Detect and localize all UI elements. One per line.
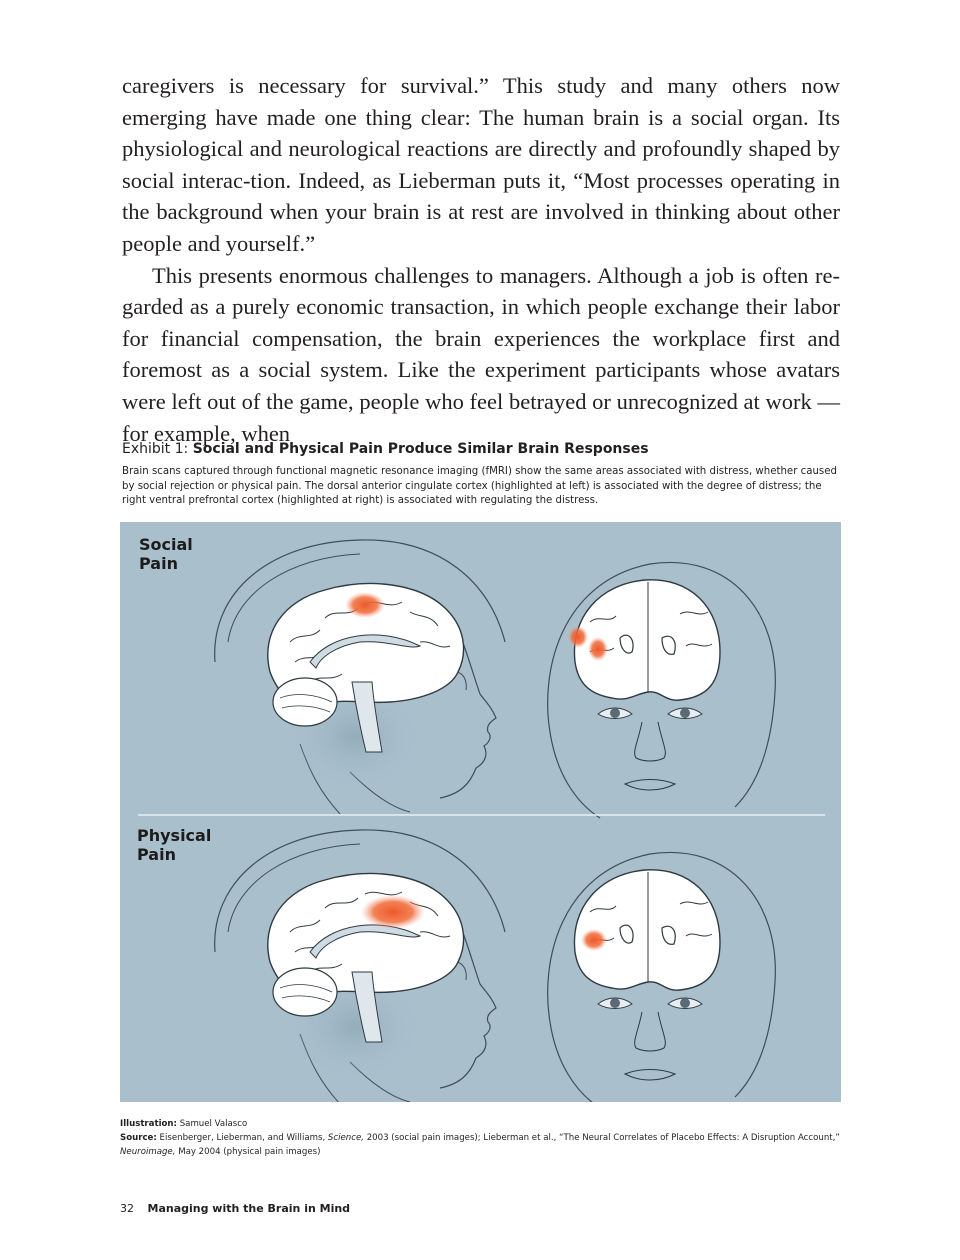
paragraph-1: caregivers is necessary for survival.” This study and many others now emerging have made one thing clear: The human brain is a social organ. Its physiological and neurological reactions are directly and profoundly shaped by social interac-tion. Indeed, as Lieberman puts it, “Most processes operating in the background when your brain is at rest are involved in thinking about other people and yourself.” [122, 73, 840, 256]
panel-label-social: Social [139, 535, 193, 554]
panel-label-social-pain [139, 535, 193, 573]
brain-illustration [120, 522, 841, 1102]
physical-pain-cingulate-hotspot [361, 895, 425, 929]
panel-label-physical: Physical [137, 826, 212, 845]
source-part-2: 2003 (social pain images); Lieberman et al., “The Neural Correlates of Placebo Effects: A Disruption Account,” [366, 1133, 840, 1143]
source-journal-1: Science, [327, 1133, 364, 1143]
source-credit [120, 1131, 840, 1159]
social-pain-prefrontal-hotspot-2 [588, 637, 608, 661]
social-pain-prefrontal-hotspot-1 [568, 626, 588, 648]
illustration-value: Samuel Valasco [179, 1119, 248, 1129]
source-part-1: Eisenberger, Lieberman, and Williams, [159, 1133, 326, 1143]
illustration-credit [120, 1117, 840, 1131]
illustration-label: Illustration: [120, 1119, 177, 1129]
source-journal-2: Neuroimage, [120, 1147, 176, 1157]
exhibit-heading: Social and Physical Pain Produce Similar Brain Responses [192, 441, 649, 457]
paragraph-2: This presents enormous challenges to managers. Although a job is often re-garded as a purely economic transaction, in which people exchange their labor for financial compensation, the brain experiences the workplace first and foremost as a social system. Like the experiment participants whose avatars were left out of the game, people who feel betrayed or unrecognized at work — for example, when [122, 262, 840, 446]
body-text [122, 70, 840, 449]
page-number: 32 [120, 1202, 134, 1215]
source-part-3: May 2004 (physical pain images) [178, 1147, 321, 1157]
panel-label-pain-bottom: Pain [137, 845, 176, 864]
page-footer [120, 1202, 350, 1215]
exhibit-title [122, 441, 882, 457]
panel-label-physical-pain [137, 826, 211, 864]
figure-credits [120, 1117, 840, 1159]
exhibit-label: Exhibit 1: [122, 441, 189, 457]
physical-pain-prefrontal-hotspot [581, 929, 607, 951]
source-label: Source: [120, 1133, 157, 1143]
brain-illustration-svg [120, 522, 841, 1102]
panel-label-pain-top: Pain [139, 554, 178, 573]
book-title: Managing with the Brain in Mind [147, 1202, 351, 1215]
social-pain-cingulate-hotspot [345, 592, 385, 618]
exhibit-caption: Brain scans captured through functional magnetic resonance imaging (fMRI) show the same areas associated with distress, whether caused by social rejection or physical pain. The dorsal anterior cingulate cortex (highlighted at left) is associated with the degree of distress; the right ventral prefrontal cortex (highlighted at right) is associated with regulating the distress. [122, 466, 837, 506]
